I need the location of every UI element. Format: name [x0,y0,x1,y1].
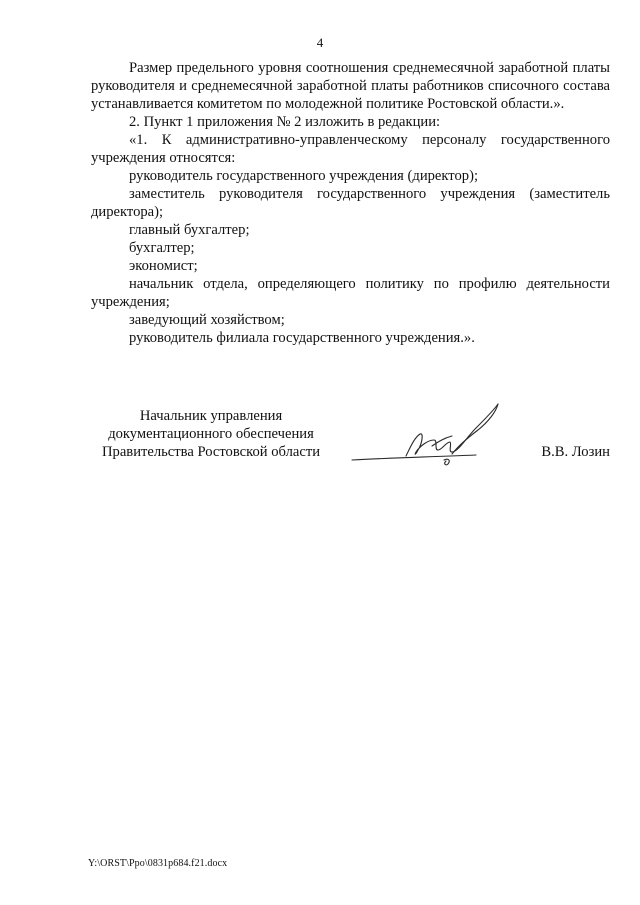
signatory-title-line: документационного обеспечения [108,426,314,442]
document-body [91,59,610,347]
list-item-accountant: бухгалтер; [129,240,195,256]
handwritten-signature [348,398,508,470]
list-item-branch-head: руководитель филиала государственного учреждения.». [129,330,475,346]
paragraph-item-1-intro: «1. К административно-управленческому персоналу государственного учреждения относятся: [91,132,610,166]
list-item-chief-accountant: главный бухгалтер; [129,222,250,238]
signatory-title-line: Начальник управления [139,408,283,424]
list-item-deputy: заместитель руководителя государственного учреждения (заместитель директора); [91,186,610,220]
paragraph-salary-ratio: Размер предельного уровня соотношения среднемесячной заработной платы руководителя и среднемесячной заработной платы работников списочного состава устанавливается комитетом по молодежной политике Ростовской области.». [91,60,610,112]
list-item-economist: экономист; [129,258,198,274]
signatory-title-line: Правительства Ростовской области [101,444,321,460]
list-item-housekeeping: заведующий хозяйством; [129,312,285,328]
footer-file-path: Y:\ORST\Ppo\0831p684.f21.docx [88,858,228,869]
paragraph-item-2: 2. Пункт 1 приложения № 2 изложить в редакции: [129,114,441,130]
signatory-title [91,407,331,461]
page-number: 4 [316,35,324,50]
signatory-name: В.В. Лозин [541,444,610,460]
list-item-director: руководитель государственного учреждения (директор); [129,168,478,184]
list-item-department-head: начальник отдела, определяющего политику по профилю деятельности учреждения; [91,276,610,310]
